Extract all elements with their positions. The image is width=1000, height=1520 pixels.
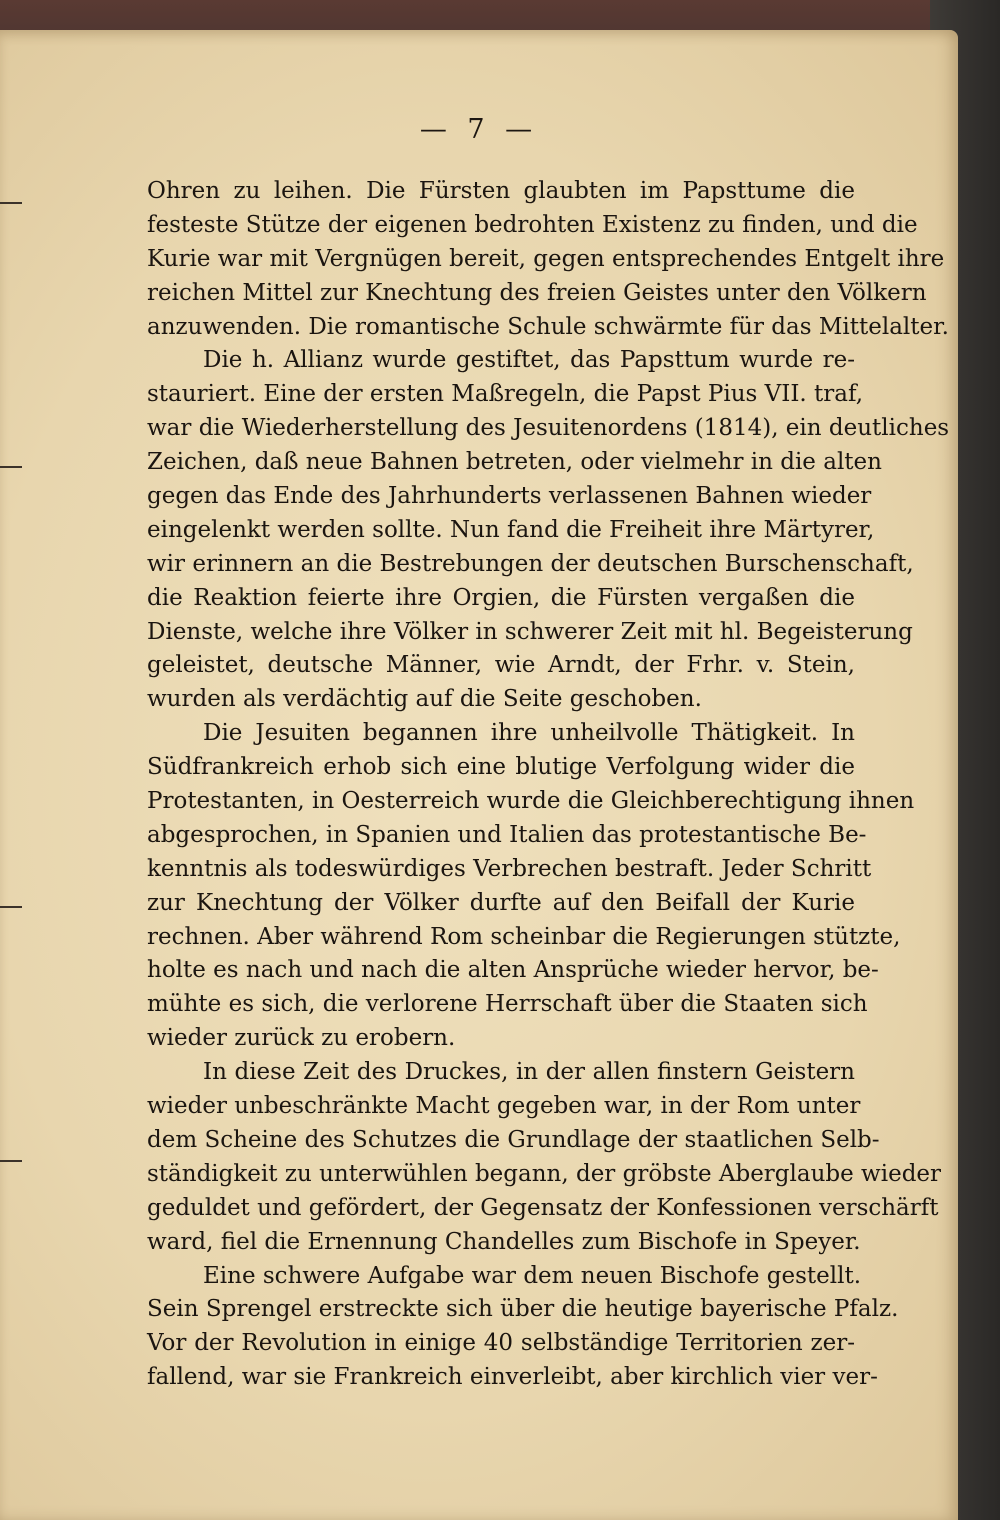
margin-tick: [0, 906, 22, 908]
text-line: fallend, war sie Frankreich einverleibt, aber kirchlich vier ver-: [147, 1364, 878, 1391]
margin-tick: [0, 466, 22, 468]
text-line: wir erinnern an die Bestrebungen der deutschen Burschenschaft,: [147, 550, 914, 577]
text-line: dem Scheine des Schutzes die Grundlage der staatlichen Selb-: [147, 1126, 880, 1153]
text-line: holte es nach und nach die alten Ansprüche wieder hervor, be-: [147, 957, 879, 984]
text-line: Sein Sprengel erstreckte sich über die heutige bayerische Pfalz.: [147, 1296, 899, 1323]
text-line: In diese Zeit des Druckes, in der allen finstern Geistern: [203, 1059, 855, 1086]
text-line: Die h. Allianz wurde gestiftet, das Papsttum wurde re-: [203, 347, 855, 374]
text-line: Ohren zu leihen. Die Fürsten glaubten im Papsttume die: [147, 178, 855, 204]
text-line: geleistet, deutsche Männer, wie Arndt, der Frhr. v. Stein,: [147, 652, 855, 679]
page-number: — 7 —: [419, 114, 539, 145]
text-line: anzuwenden. Die romantische Schule schwärmte für das Mittelalter.: [147, 313, 949, 340]
body-text: [147, 175, 950, 1395]
text-line: festeste Stütze der eigenen bedrohten Existenz zu finden, und die: [147, 211, 918, 238]
text-line: reichen Mittel zur Knechtung des freien Geistes unter den Völkern: [147, 279, 927, 306]
text-line: war die Wiederherstellung des Jesuitenordens (1814), ein deutliches: [147, 415, 950, 442]
margin-tick: [0, 202, 22, 204]
text-line: ständigkeit zu unterwühlen begann, der gröbste Aberglaube wieder: [147, 1160, 942, 1187]
text-line: rechnen. Aber während Rom scheinbar die Regierungen stützte,: [147, 923, 901, 950]
text-line: Dienste, welche ihre Völker in schwerer Zeit mit hl. Begeisterung: [147, 618, 913, 645]
text-line: Südfrankreich erhob sich eine blutige Verfolgung wider die: [147, 754, 855, 781]
text-line: eingelenkt werden sollte. Nun fand die Freiheit ihre Märtyrer,: [147, 516, 875, 543]
text-line: wieder unbeschränkte Macht gegeben war, in der Rom unter: [147, 1093, 861, 1120]
text-line: mühte es sich, die verlorene Herrschaft über die Staaten sich: [147, 991, 868, 1018]
text-line: Protestanten, in Oesterreich wurde die Gleichberechtigung ihnen: [147, 788, 915, 815]
text-line: Vor der Revolution in einige 40 selbständige Territorien zer-: [147, 1330, 855, 1357]
text-line: wieder zurück zu erobern.: [147, 1025, 456, 1052]
text-line: Zeichen, daß neue Bahnen betreten, oder vielmehr in die alten: [147, 449, 882, 476]
text-line: geduldet und gefördert, der Gegensatz der Konfessionen verschärft: [147, 1194, 939, 1221]
text-line: Eine schwere Aufgabe war dem neuen Bischofe gestellt.: [203, 1262, 862, 1289]
text-line: ward, fiel die Ernennung Chandelles zum Bischofe in Speyer.: [147, 1228, 861, 1255]
text-line: Die Jesuiten begannen ihre unheilvolle Thätigkeit. In: [203, 720, 855, 747]
book-page: [0, 30, 958, 1520]
text-line: abgesprochen, in Spanien und Italien das protestantische Be-: [147, 821, 867, 848]
text-line: wurden als verdächtig auf die Seite geschoben.: [147, 686, 702, 713]
text-line: die Reaktion feierte ihre Orgien, die Fürsten vergaßen die: [147, 584, 855, 611]
margin-tick: [0, 1160, 22, 1162]
text-line: zur Knechtung der Völker durfte auf den Beifall der Kurie: [147, 889, 855, 916]
text-line: stauriert. Eine der ersten Maßregeln, die Papst Pius VII. traf,: [147, 381, 864, 408]
text-line: gegen das Ende des Jahrhunderts verlassenen Bahnen wieder: [147, 483, 872, 510]
text-line: kenntnis als todeswürdiges Verbrechen bestraft. Jeder Schritt: [147, 855, 872, 882]
text-line: Kurie war mit Vergnügen bereit, gegen entsprechendes Entgelt ihre: [147, 245, 945, 272]
